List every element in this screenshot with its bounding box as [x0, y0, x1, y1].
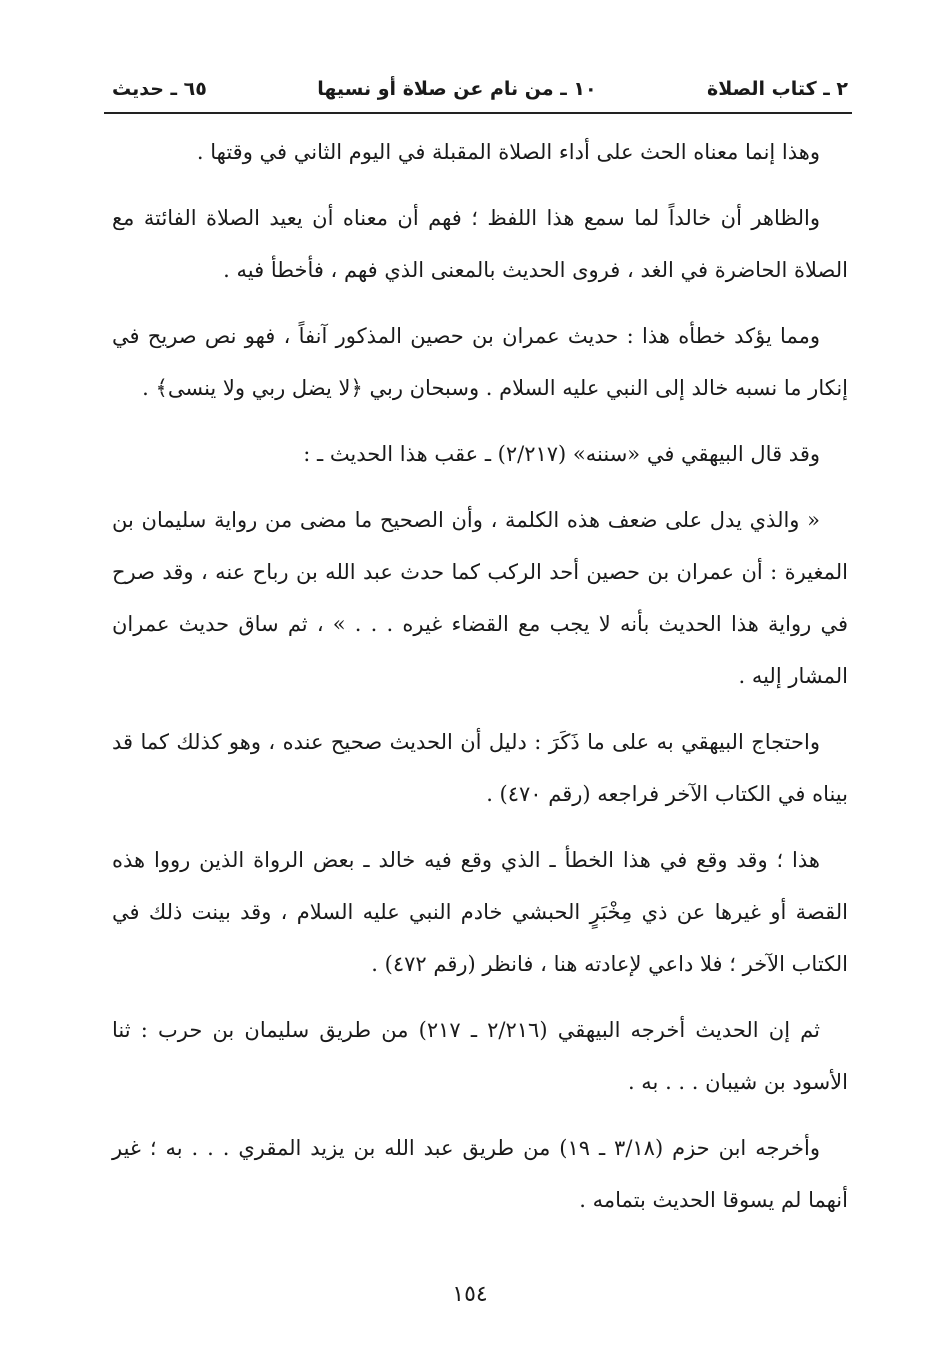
- body-text: [112, 126, 848, 1240]
- paragraph: ثم إن الحديث أخرجه البيهقي (٢/٢١٦ ـ ٢١٧) من طريق سليمان بن حرب : ثنا الأسود بن شيبان . . . به .: [112, 1018, 848, 1094]
- paragraph: وأخرجه ابن حزم (٣/١٨ ـ ١٩) من طريق عبد الله بن يزيد المقري . . . به ؛ غير أنهما لم يسوقا الحديث بتمامه .: [112, 1136, 848, 1212]
- paragraph: والظاهر أن خالداً لما سمع هذا اللفظ ؛ فهم أن معناه أن يعيد الصلاة الفائتة مع الصلاة الحاضرة في الغد ، فروى الحديث بالمعنى الذي فهم ، فأخطأ فيه .: [112, 206, 848, 282]
- paragraph: ومما يؤكد خطأه هذا : حديث عمران بن حصين المذكور آنفاً ، فهو نص صريح في إنكار ما نسبه خالد إلى النبي عليه السلام . وسبحان ربي ﴿لا يضل ربي ولا ينسى﴾ .: [112, 324, 848, 400]
- paragraph: واحتجاج البيهقي به على ما ذَكَرَ : دليل أن الحديث صحيح عنده ، وهو كذلك كما قد بيناه في الكتاب الآخر فراجعه (رقم ٤٧٠) .: [112, 730, 848, 806]
- paragraph: وهذا إنما معناه الحث على أداء الصلاة المقبلة في اليوم الثاني في وقتها .: [196, 140, 820, 164]
- header-divider: [104, 112, 852, 114]
- paragraph: هذا ؛ وقد وقع في هذا الخطأ ـ الذي وقع فيه خالد ـ بعض الرواة الذين رووا هذه القصة أو غيرها عن ذي مِخْبَرٍ الحبشي خادم النبي عليه السلام ، وقد بينت ذلك في الكتاب الآخر ؛ فلا داعي لإعادته هنا ، فانظر (رقم ٤٧٢) .: [112, 848, 848, 976]
- header-section: ١٠ ـ من نام عن صلاة أو نسيها: [317, 78, 597, 100]
- running-header: [112, 74, 848, 104]
- header-chapter: ٢ ـ كتاب الصلاة: [707, 78, 848, 100]
- paragraph: « والذي يدل على ضعف هذه الكلمة ، وأن الصحيح ما مضى من رواية سليمان بن المغيرة : أن عمران بن حصين أحد الركب كما حدث عبد الله بن رباح عنه ، وقد صرح في رواية هذا الحديث بأنه لا يجب مع القضاء غيره . . . » ، ثم ساق حديث عمران المشار إليه .: [112, 508, 848, 688]
- page-number: ١٥٤: [452, 1282, 488, 1307]
- header-hadith-number: ٦٥ ـ حديث: [112, 78, 207, 100]
- paragraph: وقد قال البيهقي في «سننه» (٢/٢١٧) ـ عقب هذا الحديث ـ :: [303, 442, 820, 466]
